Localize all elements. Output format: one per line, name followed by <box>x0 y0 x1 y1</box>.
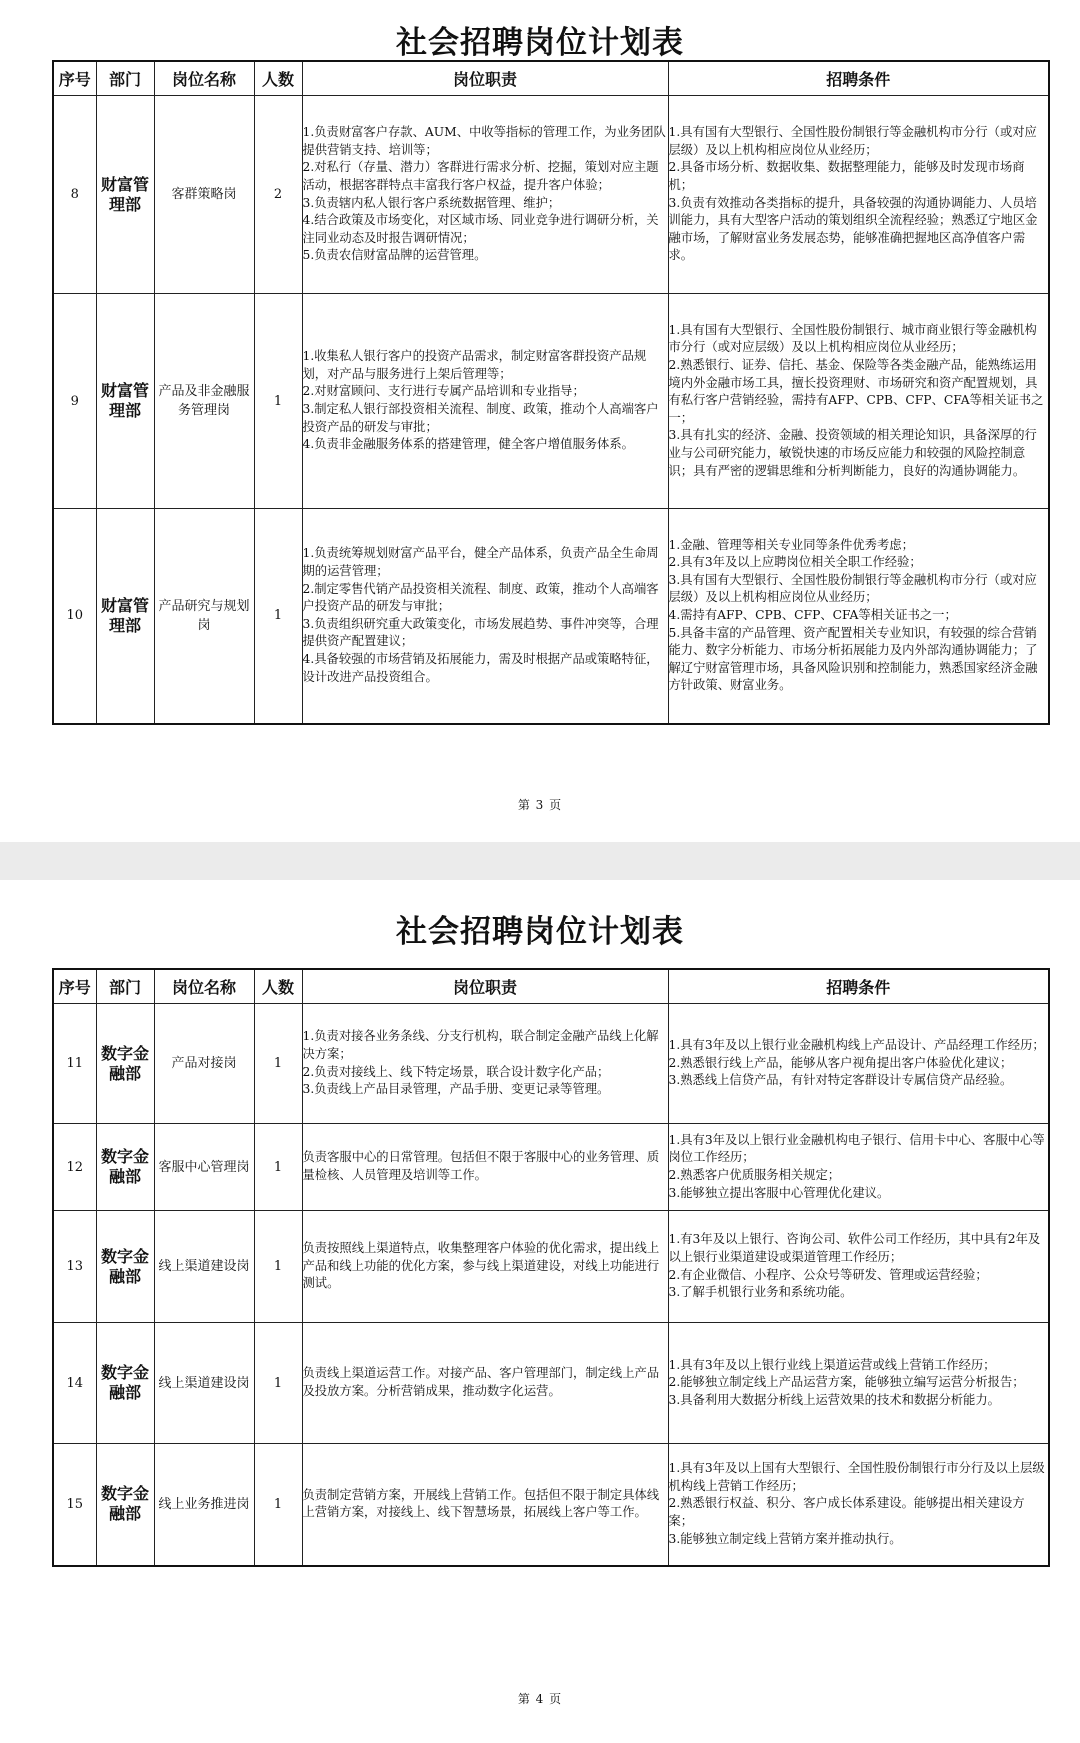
row-duties <box>302 1004 668 1124</box>
duty-item: 2.对私行（存量、潜力）客群进行需求分析、挖掘，策划对应主题活动，根据客群特点丰富我行客户权益，提升客户体验； <box>302 160 659 192</box>
row-seq: 14 <box>53 1323 96 1444</box>
requirement-item: 1.具有国有大型银行、全国性股份制银行等金融机构市分行（或对应层级）及以上机构相应岗位从业经历； <box>668 125 1037 157</box>
duty-item: 3.负责组织研究重大政策变化，市场发展趋势、事件冲突等，合理提供资产配置建议； <box>302 616 659 649</box>
table-row <box>53 1211 1049 1323</box>
requirement-item: 3.负责有效推动各类指标的提升，具备较强的沟通协调能力、人员培训能力，具有大型客户活动的策划组织全流程经验；熟悉辽宁地区金融市场，了解财富业务发展态势，能够准确把握地区高净值客户需求。 <box>668 195 1038 263</box>
table-row <box>53 1444 1049 1566</box>
row-seq: 13 <box>53 1211 96 1323</box>
table-header-row <box>53 969 1049 1004</box>
header-position: 岗位名称 <box>154 61 254 96</box>
row-requirements <box>668 96 1049 294</box>
recruitment-plan-table <box>52 60 1050 725</box>
row-requirements <box>668 1323 1049 1444</box>
row-dept: 数字金融部 <box>96 1124 154 1211</box>
duty-item: 1.收集私人银行客户的投资产品需求，制定财富客群投资产品规划，对产品与服务进行上架后管理等； <box>302 349 647 381</box>
row-count: 1 <box>254 1004 302 1124</box>
row-seq: 9 <box>53 294 96 509</box>
requirement-item: 1.具有3年及以上国有大型银行、全国性股份制银行市分行及以上层级机构线上营销工作经历； <box>668 1461 1045 1493</box>
requirement-item: 2.熟悉银行、证券、信托、基金、保险等各类金融产品，能熟练运用境内外金融市场工具，擅长投资理财、市场研究和资产配置规划，具有私行客户营销经验，需持有AFP、CPB、CFP、CFA等相关证书之一； <box>668 358 1044 425</box>
row-dept: 数字金融部 <box>96 1444 154 1566</box>
row-duties <box>302 1323 668 1444</box>
duty-item: 负责按照线上渠道特点，收集整理客户体验的优化需求，提出线上产品和线上功能的优化方案，参与线上渠道建设，对线上功能进行测试。 <box>302 1241 660 1291</box>
page-number: 第 3 页 <box>517 798 563 812</box>
row-dept: 数字金融部 <box>96 1211 154 1323</box>
recruitment-plan-table <box>52 968 1050 1567</box>
requirement-item: 2.熟悉客户优质服务相关规定； <box>668 1168 841 1182</box>
row-dept: 财富管理部 <box>96 294 154 509</box>
duty-item: 1.负责统筹规划财富产品平台，健全产品体系，负责产品全生命周期的运营管理； <box>302 546 659 578</box>
row-position: 产品及非金融服务管理岗 <box>154 294 254 509</box>
row-count: 1 <box>254 294 302 509</box>
table-row <box>53 96 1049 294</box>
duty-item: 5.负责农信财富品牌的运营管理。 <box>302 248 487 263</box>
duty-item: 3.负责线上产品目录管理，产品手册、变更记录等管理。 <box>302 1082 610 1097</box>
duty-item: 负责客服中心的日常管理。包括但不限于客服中心的业务管理、质量检核、人员管理及培训等工作。 <box>302 1150 660 1182</box>
page-number: 第 4 页 <box>517 1692 563 1706</box>
row-requirements <box>668 509 1049 724</box>
duty-item: 2.制定零售代销产品投资相关流程、制度、政策，推动个人高端客户投资产品的研发与审批； <box>302 581 659 614</box>
table-row <box>53 1124 1049 1211</box>
row-seq: 10 <box>53 509 96 724</box>
header-dept: 部门 <box>96 969 154 1004</box>
duty-item: 4.具备较强的市场营销及拓展能力，需及时根据产品或策略特征，设计改进产品投资组合。 <box>302 651 659 684</box>
table-row <box>53 1004 1049 1124</box>
row-duties <box>302 509 668 724</box>
row-seq: 8 <box>53 96 96 294</box>
header-requirements: 招聘条件 <box>668 61 1049 96</box>
row-position: 线上渠道建设岗 <box>154 1323 254 1444</box>
row-position: 产品研究与规划岗 <box>154 509 254 724</box>
header-position: 岗位名称 <box>154 969 254 1004</box>
duty-item: 2.对财富顾问、支行进行专属产品培训和专业指导； <box>302 384 585 399</box>
row-position: 线上渠道建设岗 <box>154 1211 254 1323</box>
requirement-item: 2.有企业微信、小程序、公众号等研发、管理或运营经验； <box>668 1267 988 1282</box>
requirement-item: 2.具有3年及以上应聘岗位相关全职工作经验； <box>668 555 922 570</box>
row-position: 客群策略岗 <box>154 96 254 294</box>
row-requirements <box>668 1211 1049 1323</box>
requirement-item: 3.具有国有大型银行、全国性股份制银行等金融机构市分行（或对应层级）及以上机构相应岗位从业经历； <box>668 572 1037 605</box>
row-dept: 财富管理部 <box>96 96 154 294</box>
requirement-item: 3.了解手机银行业务和系统功能。 <box>668 1285 853 1300</box>
requirement-item: 5.具备丰富的产品管理、资产配置相关专业知识，有较强的综合营销能力、数字分析能力、市场分析拓展能力及内外部沟通协调能力；了解辽宁财富管理市场，具备风险识别和控制能力，熟悉国家经济金融方针政策、财富业务。 <box>668 625 1038 693</box>
header-duties: 岗位职责 <box>302 969 668 1004</box>
row-dept: 财富管理部 <box>96 509 154 724</box>
table-row <box>53 1323 1049 1444</box>
duty-item: 4.负责非金融服务体系的搭建管理，健全客户增值服务体系。 <box>302 437 634 452</box>
requirement-item: 4.需持有AFP、CPB、CFP、CFA等相关证书之一； <box>668 607 957 622</box>
requirement-item: 2.熟悉银行线上产品，能够从客户视角提出客户体验优化建议； <box>668 1055 1013 1070</box>
duty-item: 负责线上渠道运营工作。对接产品、客户管理部门，制定线上产品及投放方案。分析营销成果，推动数字化运营。 <box>302 1366 660 1398</box>
requirement-item: 1.有3年及以上银行、咨询公司、软件公司工作经历，其中具有2年及以上银行业渠道建设或渠道管理工作经历； <box>668 1232 1041 1264</box>
row-seq: 12 <box>53 1124 96 1211</box>
row-requirements <box>668 294 1049 509</box>
row-requirements <box>668 1124 1049 1211</box>
document-page-3 <box>0 0 1080 842</box>
row-seq: 15 <box>53 1444 96 1566</box>
row-duties <box>302 294 668 509</box>
header-seq: 序号 <box>53 61 96 96</box>
row-count: 1 <box>254 1124 302 1211</box>
requirement-item: 3.具备利用大数据分析线上运营效果的技术和数据分析能力。 <box>668 1392 1000 1407</box>
requirement-item: 1.具有国有大型银行、全国性股份制银行、城市商业银行等金融机构市分行（或对应层级）及以上机构相应岗位从业经历； <box>668 322 1037 355</box>
page-title: 社会招聘岗位计划表 <box>396 914 684 950</box>
requirement-item: 3.能够独立提出客服中心管理优化建议。 <box>668 1185 890 1200</box>
duty-item: 1.负责对接各业务条线、分支行机构，联合制定金融产品线上化解决方案； <box>302 1029 659 1061</box>
duty-item: 1.负责财富客户存款、AUM、中收等指标的管理工作，为业务团队提供营销支持、培训等； <box>302 125 666 157</box>
page-title: 社会招聘岗位计划表 <box>396 25 684 61</box>
row-duties <box>302 1444 668 1566</box>
header-dept: 部门 <box>96 61 154 96</box>
row-count: 2 <box>254 96 302 294</box>
requirement-item: 1.具有3年及以上银行业金融机构线上产品设计、产品经理工作经历； <box>668 1038 1045 1053</box>
row-requirements <box>668 1444 1049 1566</box>
row-requirements <box>668 1004 1049 1124</box>
row-position: 产品对接岗 <box>154 1004 254 1124</box>
row-count: 1 <box>254 1211 302 1323</box>
table-row <box>53 294 1049 509</box>
requirement-item: 3.具有扎实的经济、金融、投资领域的相关理论知识，具备深厚的行业与公司研究能力，敏锐快速的市场反应能力和较强的风险控制意识；具有严密的逻辑思维和分析判断能力，良好的沟通协调能力。 <box>668 428 1037 478</box>
table-header-row <box>53 61 1049 96</box>
header-count: 人数 <box>254 969 302 1004</box>
row-duties <box>302 1211 668 1323</box>
duty-item: 2.负责对接线上、线下特定场景，联合设计数字化产品； <box>302 1064 610 1079</box>
requirement-item: 1.金融、管理等相关专业同等条件优秀考虑； <box>668 537 914 552</box>
header-seq: 序号 <box>53 969 96 1004</box>
header-duties: 岗位职责 <box>302 61 668 96</box>
duty-item: 3.制定私人银行部投资相关流程、制度、政策，推动个人高端客户投资产品的研发与审批； <box>302 402 659 434</box>
table-row <box>53 509 1049 724</box>
row-count: 1 <box>254 509 302 724</box>
requirement-item: 1.具有3年及以上银行业线上渠道运营或线上营销工作经历； <box>668 1357 996 1372</box>
header-requirements: 招聘条件 <box>668 969 1049 1004</box>
requirement-item: 2.具备市场分析、数据收集、数据整理能力，能够及时发现市场商机； <box>668 160 1025 192</box>
row-dept: 数字金融部 <box>96 1323 154 1444</box>
row-dept: 数字金融部 <box>96 1004 154 1124</box>
row-duties <box>302 96 668 294</box>
requirement-item: 3.熟悉线上信贷产品，有针对特定客群设计专属信贷产品经验。 <box>668 1073 1013 1088</box>
row-duties <box>302 1124 668 1211</box>
duty-item: 3.负责辖内私人银行客户系统数据管理、维护； <box>302 195 561 210</box>
row-position: 线上业务推进岗 <box>154 1444 254 1566</box>
row-position: 客服中心管理岗 <box>154 1124 254 1211</box>
requirement-item: 2.能够独立制定线上产品运营方案，能够独立编写运营分析报告； <box>668 1375 1025 1390</box>
requirement-item: 3.能够独立制定线上营销方案并推动执行。 <box>668 1531 902 1546</box>
duty-item: 4.结合政策及市场变化，对区域市场、同业竞争进行调研分析，关注同业动态及时报告调研情况； <box>302 213 659 245</box>
document-page-4 <box>0 880 1080 1743</box>
row-count: 1 <box>254 1323 302 1444</box>
row-seq: 11 <box>53 1004 96 1124</box>
row-count: 1 <box>254 1444 302 1566</box>
requirement-item: 2.熟悉银行权益、积分、客户成长体系建设。能够提出相关建设方案； <box>668 1496 1025 1529</box>
duty-item: 负责制定营销方案，开展线上营销工作。包括但不限于制定具体线上营销方案，对接线上、线下智慧场景，拓展线上客户等工作。 <box>302 1487 660 1520</box>
header-count: 人数 <box>254 61 302 96</box>
requirement-item: 1.具有3年及以上银行业金融机构电子银行、信用卡中心、客服中心等岗位工作经历； <box>668 1132 1045 1165</box>
